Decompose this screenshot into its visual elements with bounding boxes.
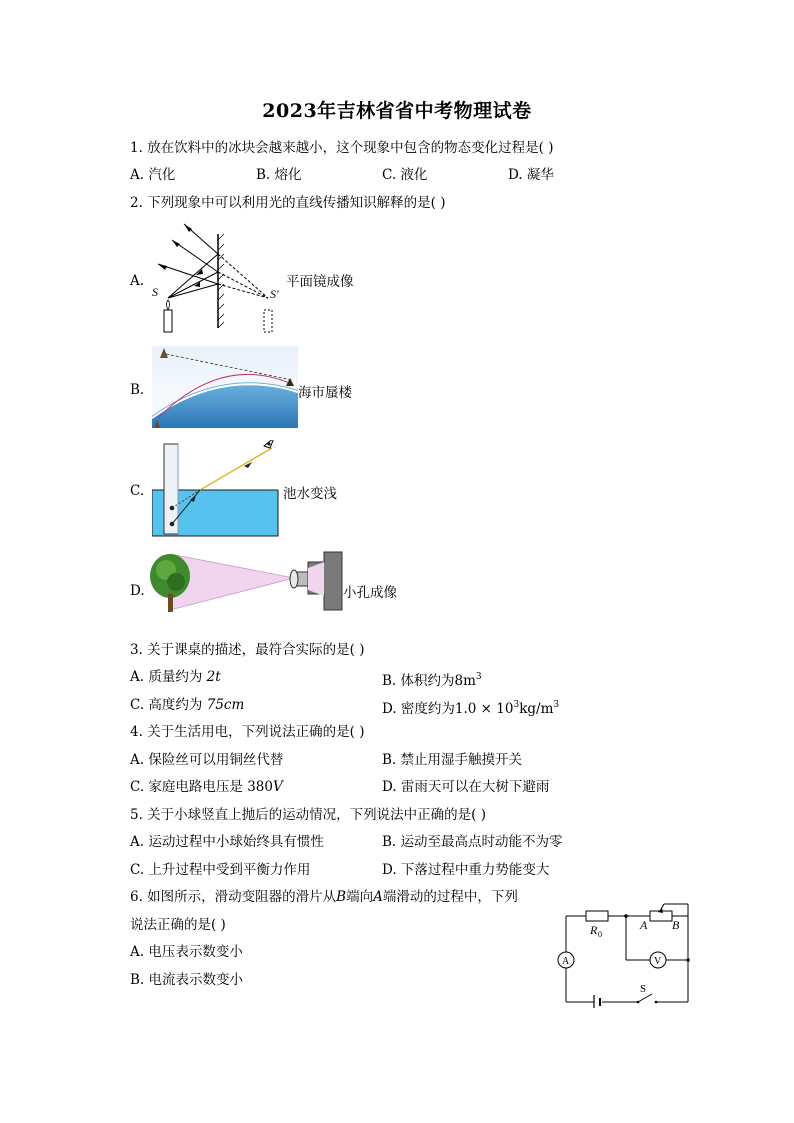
question-3-stem: 3. 关于课桌的描述，最符合实际的是( ) — [130, 642, 365, 658]
q4-option-b: B. 禁止用湿手触摸开关 — [382, 752, 523, 768]
q6-stem-part3: 端滑动的过程中，下列 — [382, 889, 518, 905]
q6-stem-b: B — [336, 889, 347, 905]
caption-pool-shallow: 池水变浅 — [283, 486, 337, 502]
q2-option-a: A. — [130, 273, 145, 289]
q2-option-b: B. — [130, 382, 145, 398]
q1-option-b: B. 熔化 — [256, 167, 302, 183]
q3-option-c-text: C. 高度约为 — [130, 697, 207, 713]
q4-option-c-unit: V — [273, 779, 283, 795]
mirage-figure — [152, 346, 298, 428]
switch-label: S — [640, 983, 647, 995]
q3-option-c-value: 75cm — [206, 697, 245, 713]
voltmeter-label: V — [654, 956, 662, 967]
q6-stem-part1: 6. 如图所示，滑动变阻器的滑片从 — [130, 889, 337, 905]
q6-option-b: B. 电流表示数变小 — [130, 972, 244, 988]
q4-option-a: A. 保险丝可以用铜丝代替 — [130, 752, 284, 768]
page-title: 2023年吉林省省中考物理试卷 — [262, 100, 532, 122]
q3-option-d — [382, 696, 559, 718]
q6-stem-a: A — [373, 889, 383, 905]
terminal-b-label: B — [672, 918, 680, 932]
ammeter-label: A — [562, 956, 570, 967]
q3-option-b — [382, 668, 482, 690]
q3-option-d-unit: kg/m — [519, 701, 554, 717]
q1-option-a: A. 汽化 — [130, 167, 176, 183]
question-4-stem: 4. 关于生活用电，下列说法正确的是( ) — [130, 724, 365, 740]
terminal-a-label: A — [640, 918, 648, 932]
q3-option-d-exp: 3 — [513, 700, 520, 710]
q2-option-c: C. — [130, 483, 145, 499]
r0-subscript: 0 — [598, 930, 602, 939]
caption-pinhole: 小孔成像 — [343, 585, 397, 601]
pool-shallow-figure — [152, 440, 284, 538]
question-6-stem-line2: 说法正确的是( ) — [130, 917, 226, 933]
q6-stem-part2: 端向 — [346, 889, 374, 905]
q4-option-d: D. 雷雨天可以在大树下避雨 — [382, 779, 550, 795]
q3-option-a-text: A. 质量约为 — [130, 669, 207, 685]
question-1-stem: 1. 放在饮料中的冰块会越来越小，这个现象中包含的物态变化过程是( ) — [130, 140, 554, 156]
image-s-label: S' — [270, 287, 279, 301]
q3-option-b-exp: 3 — [475, 672, 482, 682]
q3-option-a-value: 2t — [206, 669, 221, 685]
q5-option-a: A. 运动过程中小球始终具有惯性 — [130, 834, 324, 850]
q1-option-d: D. 凝华 — [508, 167, 554, 183]
q3-option-c — [130, 696, 244, 714]
pinhole-figure — [148, 548, 344, 616]
source-s-label: S — [152, 285, 158, 299]
plane-mirror-figure — [148, 220, 288, 342]
q3-option-d-unit-exp: 3 — [553, 700, 560, 710]
q4-option-c-text: C. 家庭电路电压是 380 — [130, 779, 273, 795]
q1-option-c: C. 液化 — [382, 167, 428, 183]
r0-label: R — [590, 923, 598, 937]
q3-option-b-text: B. 体积约为8m — [382, 673, 476, 689]
q2-option-d: D. — [130, 583, 145, 599]
q5-option-d: D. 下落过程中重力势能变大 — [382, 862, 550, 878]
caption-plane-mirror: 平面镜成像 — [286, 274, 354, 290]
q4-option-c — [130, 778, 283, 796]
q3-option-d-text: D. 密度约为1.0 × 10 — [382, 701, 514, 717]
caption-mirage: 海市蜃楼 — [298, 385, 352, 401]
q6-option-a: A. 电压表示数变小 — [130, 944, 243, 960]
question-5-stem: 5. 关于小球竖直上抛后的运动情况，下列说法中正确的是( ) — [130, 807, 486, 823]
q3-option-a — [130, 668, 221, 686]
question-2-stem: 2. 下列现象中可以利用光的直线传播知识解释的是( ) — [130, 195, 446, 211]
circuit-diagram — [552, 892, 698, 1008]
question-6-stem — [130, 888, 518, 906]
q5-option-b: B. 运动至最高点时动能不为零 — [382, 834, 563, 850]
q5-option-c: C. 上升过程中受到平衡力作用 — [130, 862, 311, 878]
